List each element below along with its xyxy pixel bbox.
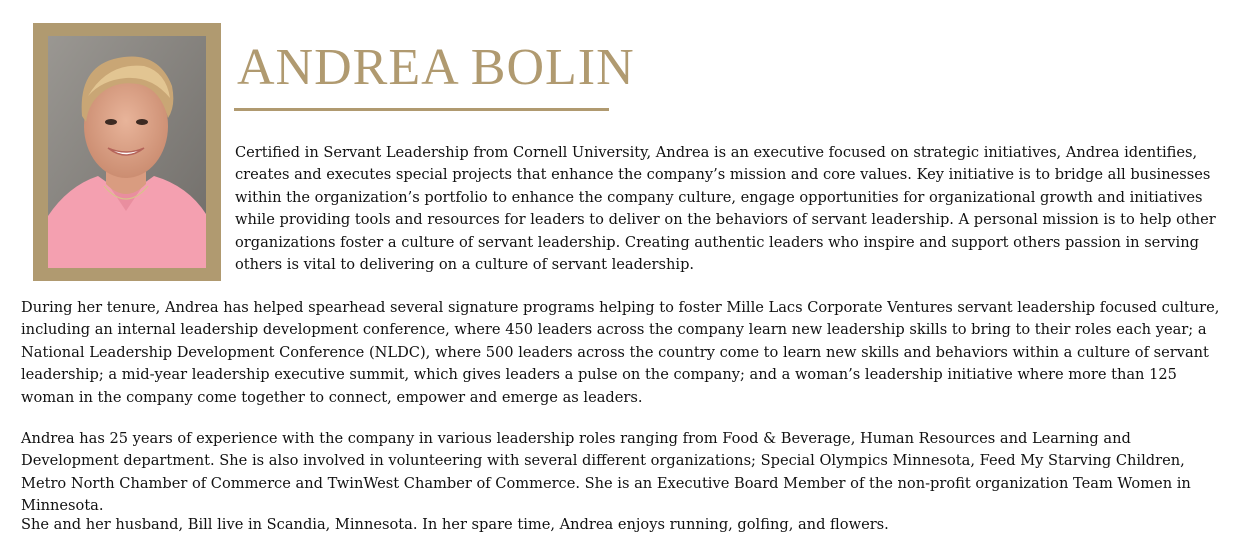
bio-paragraph-1: Certified in Servant Leadership from Cornell University, Andrea is an executive focused on strategic initiatives, Andrea identifies, creates and executes special projects that enhance the company’s mission and core values. Key initiative is to bridge all businesses within the organization’s portfolio to enhance the company culture, engage opportunities for organizational growth and initiatives while providing tools and resources for leaders to deliver on the behaviors of servant leadership. A personal mission is to help other organizations foster a culture of servant leadership. Creating authentic leaders who inspire and support others passion in serving others is vital to delivering on a culture of servant leadership. [235,144,1216,274]
bio-paragraph-3: Andrea has 25 years of experience with the company in various leadership roles ranging from Food & Beverage, Human Resources and Learning and Development department. She is also involved in volunteering with several different organizations; Special Olympics Minnesota, Feed My Starving Children, Metro North Chamber of Commerce and TwinWest Chamber of Commerce. She is an Executive Board Member of the non-profit organization Team Women in Minnesota. [21,430,1191,515]
portrait-photo [48,36,206,268]
profile-name: ANDREA BOLIN [237,39,635,96]
photo-frame [33,23,221,281]
portrait-illustration [48,36,206,268]
bio-paragraph-2: During her tenure, Andrea has helped spearhead several signature programs helping to foster Mille Lacs Corporate Ventures servant leadership focused culture, including an internal leadership development conference, where 450 leaders across the company learn new leadership skills to bring to their roles each year; a National Leadership Development Conference (NLDC), where 500 leaders across the country come to learn new skills and behaviors within a culture of servant leadership; a mid-year leadership executive summit, which gives leaders a pulse on the company; and a woman’s leadership initiative where more than 125 woman in the company come together to connect, empower and emerge as leaders. [21,299,1220,406]
name-divider [234,108,609,111]
bio-paragraph-4: She and her husband, Bill live in Scandia, Minnesota. In her spare time, Andrea enjoys running, golfing, and flowers. [21,516,889,533]
